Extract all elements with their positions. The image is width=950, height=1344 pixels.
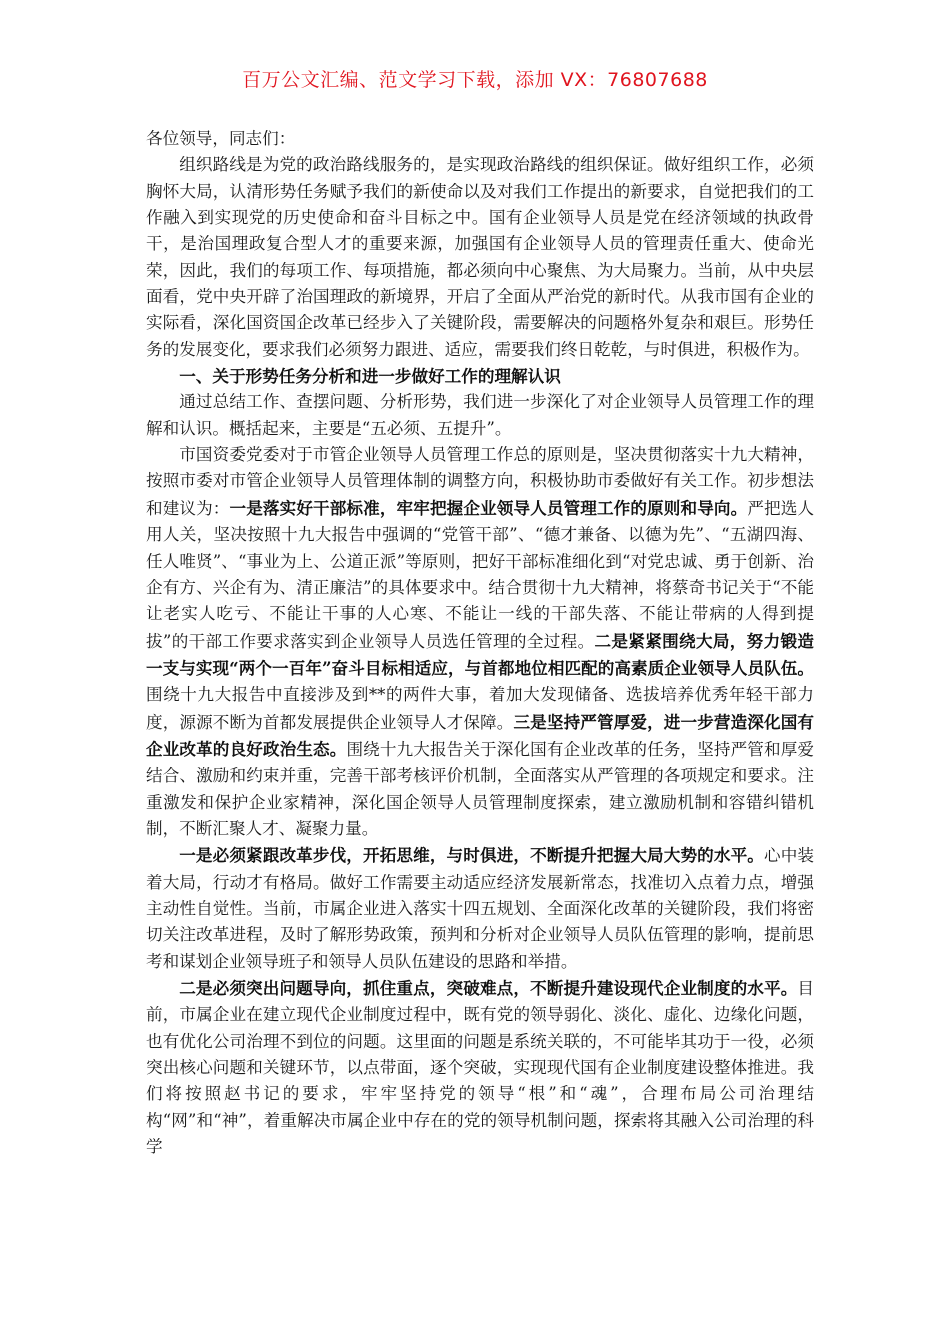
paragraph-must-1 bbox=[146, 842, 814, 975]
principle-2-bold: 二是紧紧围绕大局，努力锻造一支与实现“两个一百年”奋斗目标相适应，与首都地位相匹配的高素质企业领导人员队伍。 bbox=[146, 630, 815, 678]
salutation: 各位领导，同志们： bbox=[146, 129, 296, 148]
principles-text-a: 市国资委党委对于市管企业领导人员管理工作总的原则是，坚决贯彻落实十九大精神，按照市委对市管企业领导人员管理体制的调整方向，积极协助市委做好有关工作。初步想法和建议为： bbox=[146, 445, 814, 518]
principle-3-bold: 三是坚持严管厚爱，进一步营造深化国有企业改革的良好政治生态。 bbox=[146, 711, 815, 759]
watermark-header: 百万公文汇编、范文学习下载，添加 VX：76807688 bbox=[242, 69, 708, 91]
principles-text-c: 严把选人用人关，坚决按照十九大报告中强调的“党管干部”、“德才兼备、以德为先”、“五湖四海、任人唯贤”、“事业为上、公道正派”等原则，把好干部标准细化到“对党忠诚、勇于创新、治企有方、兴企有为、清正廉洁”的具体要求中。结合贯彻十九大精神，将蔡奇书记关于“不能让老实人吃亏、不能让干事的人心寒、不能让一线的干部失落、不能让带病的人得到提拔”的干部工作要求落实到企业领导人员选任管理的全过程。 bbox=[146, 498, 815, 651]
paragraph-intro: 组织路线是为党的政治路线服务的，是实现政治路线的组织保证。做好组织工作，必须胸怀大局，认清形势任务赋予我们的新使命以及对我们工作提出的新要求，自觉把我们的工作融入到实现党的历史使命和奋斗目标之中。国有企业领导人员是党在经济领域的执政骨干，是治国理政复合型人才的重要来源，加强国有企业领导人员的管理责任重大、使命光荣，因此，我们的每项工作、每项措施，都必须向中心聚焦、为大局聚力。当前，从中央层面看，党中央开辟了治国理政的新境界，开启了全面从严治党的新时代。从我市国有企业的实际看，深化国资国企改革已经步入了关键阶段，需要解决的问题格外复杂和艰巨。形势任务的发展变化，要求我们必须努力跟进、适应，需要我们终日乾乾，与时俱进，积极作为。 bbox=[146, 155, 814, 359]
paragraph-summary: 通过总结工作、查摆问题、分析形势，我们进一步深化了对企业领导人员管理工作的理解和认识。概括起来，主要是“五必须、五提升”。 bbox=[146, 392, 814, 438]
principles-text-g: 围绕十九大报告关于深化国有企业改革的任务，坚持严管和厚爱结合、激励和约束并重，完善干部考核评价机制，全面落实从严管理的各项规定和要求。注重激发和保护企业家精神，深化国企领导人员管理制度探索，建立激励机制和容错纠错机制，不断汇聚人才、凝聚力量。 bbox=[146, 739, 815, 838]
paragraph-principles bbox=[146, 442, 814, 842]
must-1-text: 心中装着大局，行动才有格局。做好工作需要主动适应经济发展新常态，找准切入点着力点，增强主动性自觉性。当前，市属企业进入落实十四五规划、全面深化改革的关键阶段，我们将密切关注改革进程，及时了解形势政策，预判和分析对企业领导人员队伍管理的影响，提前思考和谋划企业领导班子和领导人员队伍建设的思路和举措。 bbox=[146, 846, 815, 971]
must-2-bold: 二是必须突出问题导向，抓住重点，突破难点，不断提升建设现代企业制度的水平。 bbox=[179, 978, 798, 998]
must-2-text: 目前，市属企业在建立现代企业制度过程中，既有党的领导弱化、淡化、虚化、边缘化问题，也有优化公司治理不到位的问题。这里面的问题是系统关联的，不可能毕其功于一役，必须突出核心问题和关键环节，以点带面，逐个突破，实现现代国有企业制度建设整体推进。我们将按照赵书记的要求，牢牢坚持党的领导“根”和“魂”，合理布局公司治理结构“网”和“神”，着重解决市属企业中存在的党的领导机制问题，探索将其融入公司治理的科学 bbox=[146, 979, 814, 1157]
principles-text-e: 围绕十九大报告中直接涉及到**的两件大事，着加大发现储备、选拔培养优秀年轻干部力度，源源不断为首都发展提供企业领导人才保障。 bbox=[146, 685, 814, 732]
section-heading-1: 一、关于形势任务分析和进一步做好工作的理解认识 bbox=[179, 366, 561, 387]
principle-1-bold: 一是落实好干部标准，牢牢把握企业领导人员管理工作的原则和导向。 bbox=[229, 497, 748, 518]
must-1-bold: 一是必须紧跟改革步伐，开拓思维，与时俱进，不断提升把握大局大势的水平。 bbox=[179, 845, 764, 866]
paragraph-must-2 bbox=[146, 975, 814, 1160]
document-body bbox=[146, 126, 814, 1160]
